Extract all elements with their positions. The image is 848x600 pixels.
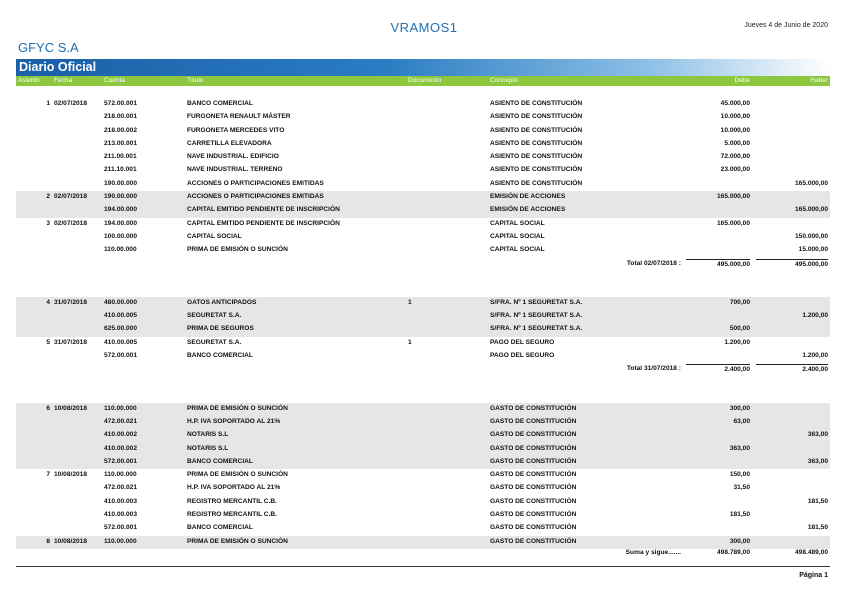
cell-concepto: GASTO DE CONSTITUCIÓN <box>490 457 577 465</box>
cell-cuenta: 211.10.001 <box>104 166 137 174</box>
cell-haber: 165.000,00 <box>794 206 828 214</box>
journal-row <box>16 98 830 111</box>
cell-concepto: S/FRA. Nº 1 SEGURETAT S.A. <box>490 325 583 333</box>
cell-fecha: 02/07/2018 <box>54 100 88 107</box>
cell-debe: 23.000,00 <box>720 166 750 174</box>
journal-row <box>16 456 830 469</box>
cell-debe: 150,00 <box>729 471 750 479</box>
total-haber: 2.400,00 <box>756 364 828 373</box>
cell-titulo: H.P. IVA SOPORTADO AL 21% <box>187 484 281 492</box>
cell-fecha: 02/07/2018 <box>54 193 88 201</box>
journal-row <box>16 443 830 456</box>
cell-debe: 1.200,00 <box>724 338 750 346</box>
journal-row <box>16 522 830 535</box>
cell-debe: 300,00 <box>729 537 750 545</box>
suma-debe: 498.789,00 <box>716 549 750 556</box>
cell-titulo: CAPITAL EMITIDO PENDIENTE DE INSCRIPCIÓN <box>187 219 340 227</box>
cell-asiento: 3 <box>46 219 50 227</box>
cell-titulo: PRIMA DE SEGUROS <box>187 325 254 333</box>
report-title: VRAMOS1 <box>390 20 458 35</box>
cell-haber: 181,50 <box>807 497 828 505</box>
journal-row <box>16 231 830 244</box>
cell-concepto: PAGO DEL SEGURO <box>490 338 555 346</box>
cell-cuenta: 110.00.000 <box>104 246 137 254</box>
total-debe: 495.000,00 <box>686 259 750 268</box>
cell-concepto: CAPITAL SOCIAL <box>490 232 545 240</box>
cell-titulo: H.P. IVA SOPORTADO AL 21% <box>187 417 281 425</box>
cell-debe: 10.000,00 <box>720 126 750 134</box>
cell-concepto: GASTO DE CONSTITUCIÓN <box>490 511 577 519</box>
cell-concepto: ASIENTO DE CONSTITUCIÓN <box>490 166 583 174</box>
cell-haber: 15.000,00 <box>798 246 828 254</box>
journal-row <box>16 350 830 363</box>
column-header-bar <box>16 76 830 86</box>
cell-haber: 363,00 <box>807 457 828 465</box>
cell-haber: 363,00 <box>807 431 828 439</box>
cell-haber: 181,50 <box>807 524 828 532</box>
cell-debe: 45.000,00 <box>720 100 750 107</box>
cell-titulo: CAPITAL SOCIAL <box>187 232 242 240</box>
journal-row <box>16 191 830 204</box>
cell-concepto: EMISIÓN DE ACCIONES <box>490 206 566 214</box>
cell-asiento: 6 <box>46 404 50 412</box>
cell-cuenta: 190.00.000 <box>104 179 138 187</box>
journal-row <box>16 151 830 164</box>
cell-asiento: 7 <box>46 471 50 479</box>
col-documento: Documento <box>408 77 442 84</box>
cell-cuenta: 410.00.002 <box>104 431 138 439</box>
group-spacer <box>16 377 830 403</box>
journal-row <box>16 469 830 482</box>
cell-cuenta: 572.00.001 <box>104 100 138 107</box>
cell-cuenta: 625.00.000 <box>104 325 138 333</box>
cell-cuenta: 218.00.001 <box>104 113 138 121</box>
cell-titulo: BANCO COMERCIAL <box>187 457 253 465</box>
cell-debe: 5.000,00 <box>724 139 750 147</box>
journal-row <box>16 204 830 217</box>
banner-title: Diario Oficial <box>19 60 97 74</box>
cell-titulo: BANCO COMERCIAL <box>187 352 253 360</box>
date-total-row <box>16 363 830 376</box>
journal-row <box>16 337 830 350</box>
cell-cuenta: 218.00.002 <box>104 126 138 134</box>
cell-titulo: REGISTRO MERCANTIL C.B. <box>187 511 277 519</box>
cell-debe: 500,00 <box>729 325 750 333</box>
cell-concepto: S/FRA. Nº 1 SEGURETAT S.A. <box>490 312 583 320</box>
journal-row <box>16 218 830 231</box>
cell-cuenta: 572.00.001 <box>104 524 138 532</box>
journal-row <box>16 536 830 549</box>
cell-concepto: GASTO DE CONSTITUCIÓN <box>490 444 577 452</box>
cell-debe: 363,00 <box>729 444 750 452</box>
cell-cuenta: 472.00.021 <box>104 417 138 425</box>
cell-concepto: CAPITAL SOCIAL <box>490 246 545 254</box>
company-name: GFYC S.A <box>18 40 79 55</box>
journal-row <box>16 496 830 509</box>
cell-titulo: REGISTRO MERCANTIL C.B. <box>187 497 277 505</box>
cell-debe: 165.000,00 <box>716 193 750 201</box>
cell-titulo: NOTARIS S.L <box>187 444 229 452</box>
cell-debe: 31,50 <box>733 484 750 492</box>
date-total-row <box>16 258 830 271</box>
group-spacer <box>16 271 830 297</box>
cell-cuenta: 100.00.000 <box>104 232 138 240</box>
cell-cuenta: 110.00.000 <box>104 471 137 479</box>
cell-cuenta: 194.00.000 <box>104 219 138 227</box>
total-label: Total 02/07/2018 : <box>626 259 681 267</box>
cell-cuenta: 194.00.000 <box>104 206 138 214</box>
journal-row <box>16 416 830 429</box>
cell-concepto: EMISIÓN DE ACCIONES <box>490 193 566 201</box>
cell-titulo: ACCIONES O PARTICIPACIONES EMITIDAS <box>187 179 324 187</box>
cell-concepto: CAPITAL SOCIAL <box>490 219 545 227</box>
cell-concepto: ASIENTO DE CONSTITUCIÓN <box>490 153 583 161</box>
cell-concepto: ASIENTO DE CONSTITUCIÓN <box>490 113 583 121</box>
cell-cuenta: 410.00.005 <box>104 338 138 346</box>
cell-concepto: ASIENTO DE CONSTITUCIÓN <box>490 100 583 107</box>
suma-y-sigue-row <box>16 548 830 560</box>
cell-concepto: GASTO DE CONSTITUCIÓN <box>490 431 577 439</box>
journal-rows <box>16 98 830 549</box>
cell-titulo: PRIMA DE EMISIÓN O SUNCIÓN <box>187 404 288 412</box>
cell-concepto: GASTO DE CONSTITUCIÓN <box>490 497 577 505</box>
cell-concepto: GASTO DE CONSTITUCIÓN <box>490 471 577 479</box>
total-debe: 2.400,00 <box>686 364 750 373</box>
journal-row <box>16 178 830 191</box>
cell-cuenta: 480.00.000 <box>104 298 138 306</box>
col-concepto: Concepto <box>490 77 518 84</box>
col-cuenta: Cuenta <box>104 77 125 84</box>
cell-debe: 181,50 <box>729 511 750 519</box>
cell-asiento: 8 <box>46 537 50 545</box>
suma-haber: 498.489,00 <box>794 549 828 556</box>
cell-debe: 63,00 <box>733 417 750 425</box>
cell-concepto: GASTO DE CONSTITUCIÓN <box>490 484 577 492</box>
cell-debe: 700,00 <box>729 298 750 306</box>
cell-concepto: GASTO DE CONSTITUCIÓN <box>490 404 577 412</box>
cell-concepto: GASTO DE CONSTITUCIÓN <box>490 537 577 545</box>
cell-cuenta: 110.00.000 <box>104 537 137 545</box>
cell-titulo: GATOS ANTICIPADOS <box>187 298 257 306</box>
journal-row <box>16 323 830 336</box>
suma-label: Suma y sigue....... <box>625 549 681 556</box>
cell-fecha: 10/08/2018 <box>54 471 88 479</box>
cell-concepto: ASIENTO DE CONSTITUCIÓN <box>490 179 583 187</box>
cell-concepto: ASIENTO DE CONSTITUCIÓN <box>490 139 583 147</box>
cell-titulo: SEGURETAT S.A. <box>187 338 242 346</box>
report-date: Jueves 4 de Junio de 2020 <box>744 22 828 29</box>
cell-titulo: PRIMA DE EMISIÓN O SUNCIÓN <box>187 471 288 479</box>
cell-titulo: FURGONETA RENAULT MÁSTER <box>187 113 291 121</box>
journal-row <box>16 310 830 323</box>
cell-documento: 1 <box>408 298 412 306</box>
cell-titulo: PRIMA DE EMISIÓN O SUNCIÓN <box>187 246 288 254</box>
journal-row <box>16 164 830 177</box>
cell-fecha: 10/08/2018 <box>54 537 88 545</box>
cell-debe: 165.000,00 <box>716 219 750 227</box>
cell-documento: 1 <box>408 338 412 346</box>
journal-row <box>16 297 830 310</box>
cell-asiento: 1 <box>46 100 50 107</box>
cell-asiento: 4 <box>46 298 50 306</box>
cell-titulo: NOTARIS S.L <box>187 431 229 439</box>
cell-titulo: ACCIONES O PARTICIPACIONES EMITIDAS <box>187 193 324 201</box>
col-titulo: Título <box>187 77 204 84</box>
cell-haber: 150.000,00 <box>794 232 828 240</box>
cell-fecha: 31/07/2018 <box>54 338 88 346</box>
cell-haber: 1.200,00 <box>802 312 828 320</box>
cell-cuenta: 572.00.001 <box>104 352 138 360</box>
cell-cuenta: 110.00.000 <box>104 404 137 412</box>
journal-row <box>16 111 830 124</box>
cell-titulo: NAVE INDUSTRIAL. TERRENO <box>187 166 283 174</box>
cell-fecha: 02/07/2018 <box>54 219 88 227</box>
cell-concepto: PAGO DEL SEGURO <box>490 352 555 360</box>
cell-asiento: 5 <box>46 338 50 346</box>
cell-cuenta: 410.00.003 <box>104 511 138 519</box>
journal-row <box>16 482 830 495</box>
cell-titulo: FURGONETA MERCEDES VITO <box>187 126 285 134</box>
cell-cuenta: 190.00.000 <box>104 193 138 201</box>
cell-fecha: 10/08/2018 <box>54 404 88 412</box>
page-number: Página 1 <box>799 572 828 579</box>
cell-concepto: GASTO DE CONSTITUCIÓN <box>490 417 577 425</box>
col-fecha: Fecha <box>54 77 73 84</box>
cell-titulo: NAVE INDUSTRIAL. EDIFICIO <box>187 153 279 161</box>
col-haber: Haber <box>810 77 828 84</box>
cell-debe: 72.000,00 <box>720 153 750 161</box>
cell-titulo: SEGURETAT S.A. <box>187 312 242 320</box>
footer-divider <box>16 566 830 567</box>
cell-haber: 165.000,00 <box>794 179 828 187</box>
cell-asiento: 2 <box>46 193 50 201</box>
cell-concepto: GASTO DE CONSTITUCIÓN <box>490 524 577 532</box>
cell-debe: 300,00 <box>729 404 750 412</box>
cell-concepto: ASIENTO DE CONSTITUCIÓN <box>490 126 583 134</box>
cell-debe: 10.000,00 <box>720 113 750 121</box>
cell-cuenta: 410.00.003 <box>104 497 138 505</box>
journal-row <box>16 403 830 416</box>
cell-haber: 1.200,00 <box>802 352 828 360</box>
col-debe: Debe <box>734 77 750 84</box>
cell-cuenta: 211.00.001 <box>104 153 137 161</box>
cell-cuenta: 410.00.005 <box>104 312 138 320</box>
cell-titulo: CARRETILLA ELEVADORA <box>187 139 272 147</box>
journal-row <box>16 509 830 522</box>
cell-cuenta: 410.00.002 <box>104 444 138 452</box>
journal-row <box>16 244 830 257</box>
cell-cuenta: 213.00.001 <box>104 139 138 147</box>
journal-row <box>16 429 830 442</box>
report-banner <box>16 59 830 76</box>
cell-titulo: PRIMA DE EMISIÓN O SUNCIÓN <box>187 537 288 545</box>
cell-cuenta: 572.00.001 <box>104 457 138 465</box>
total-haber: 495.000,00 <box>756 259 828 268</box>
col-asiento: Asiento <box>18 77 40 84</box>
cell-titulo: CAPITAL EMITIDO PENDIENTE DE INSCRIPCIÓN <box>187 206 340 214</box>
journal-row <box>16 125 830 138</box>
cell-cuenta: 472.00.021 <box>104 484 138 492</box>
cell-concepto: S/FRA. Nº 1 SEGURETAT S.A. <box>490 298 583 306</box>
cell-titulo: BANCO COMERCIAL <box>187 524 253 532</box>
total-label: Total 31/07/2018 : <box>626 365 681 373</box>
journal-row <box>16 138 830 151</box>
cell-fecha: 31/07/2018 <box>54 298 88 306</box>
cell-titulo: BANCO COMERCIAL <box>187 100 253 107</box>
